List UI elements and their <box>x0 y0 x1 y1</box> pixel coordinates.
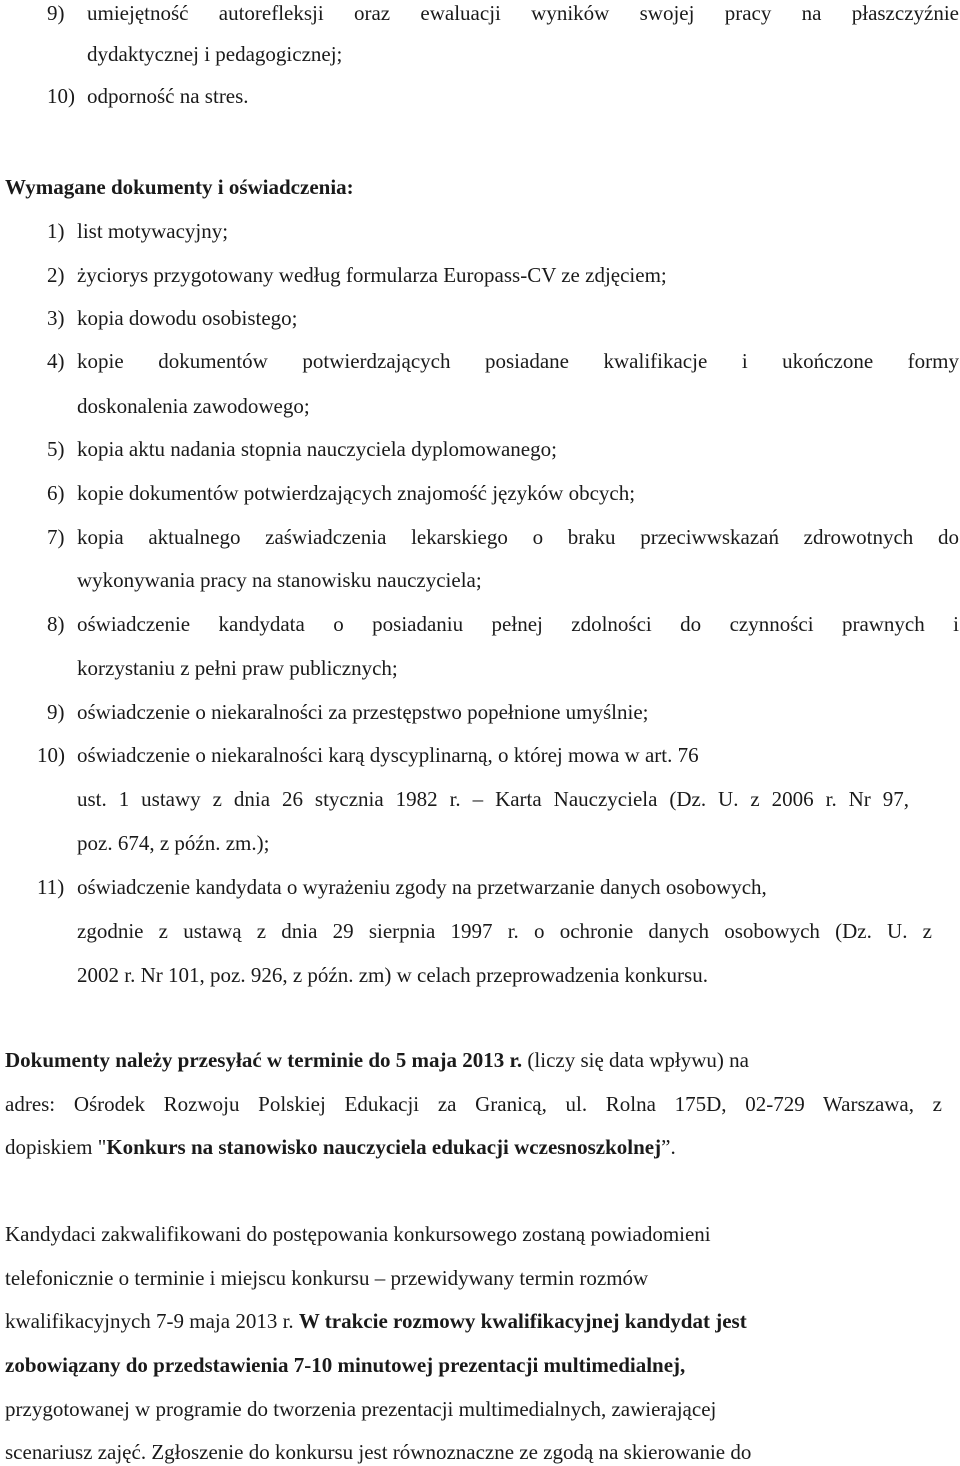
candidates-line5: przygotowanej w programie do tworzenia prezentacji multimedialnych, zawierającej <box>5 1397 717 1421</box>
doc-item-9-num: 9) <box>47 700 65 724</box>
doc-item-11-num: 11) <box>37 875 65 899</box>
submission-note: (liczy się data wpływu) na <box>522 1048 749 1072</box>
candidates-dates: kwalifikacyjnych 7-9 maja 2013 r. <box>5 1309 299 1333</box>
submission-address: adres: Ośrodek Rozwoju Polskiej Edukacji za Granicą, ul. Rolna 175D, 02-729 Warszawa, z <box>5 1092 942 1116</box>
doc-item-9-line1: oświadczenie o niekaralności za przestępstwo popełnione umyślnie; <box>77 700 649 724</box>
doc-item-8-num: 8) <box>47 612 65 636</box>
doc-item-6-num: 6) <box>47 481 65 505</box>
doc-item-2-line1: życiorys przygotowany według formularza Europass-CV ze zdjęciem; <box>77 263 667 287</box>
doc-item-5-line1: kopia aktu nadania stopnia nauczyciela dyplomowanego; <box>77 437 557 461</box>
doc-item-7-num: 7) <box>47 525 65 549</box>
doc-item-2-num: 2) <box>47 263 65 287</box>
submission-line1 <box>5 1047 749 1073</box>
doc-item-7-line1: kopia aktualnego zaświadczenia lekarskiego o braku przeciwwskazań zdrowotnych do <box>77 525 959 549</box>
submission-annotation-prefix: dopiskiem " <box>5 1135 107 1159</box>
doc-item-10-line1: oświadczenie o niekaralności karą dyscyplinarną, o której mowa w art. 76 <box>77 743 699 767</box>
doc-item-10-line2: ust. 1 ustawy z dnia 26 stycznia 1982 r. – Karta Nauczyciela (Dz. U. z 2006 r. Nr 97, <box>77 787 909 811</box>
doc-item-4-line2: doskonalenia zawodowego; <box>77 394 310 418</box>
intro-item-9-line2: dydaktycznej i pedagogicznej; <box>87 42 343 66</box>
doc-item-1-line1: list motywacyjny; <box>77 219 229 243</box>
doc-item-3-num: 3) <box>47 306 65 330</box>
submission-annotation-suffix: ”. <box>661 1135 676 1159</box>
doc-item-1-num: 1) <box>47 219 65 243</box>
doc-item-11-line3: 2002 r. Nr 101, poz. 926, z późn. zm) w celach przeprowadzenia konkursu. <box>77 963 708 987</box>
doc-item-11-line1: oświadczenie kandydata o wyrażeniu zgody na przetwarzanie danych osobowych, <box>77 875 767 899</box>
candidates-presentation-requirement: zobowiązany do przedstawienia 7-10 minutowej prezentacji multimedialnej, <box>5 1353 686 1377</box>
submission-deadline: Dokumenty należy przesyłać w terminie do 5 maja 2013 r. <box>5 1048 523 1072</box>
doc-item-8-line2: korzystaniu z pełni praw publicznych; <box>77 656 398 680</box>
doc-item-6-line1: kopie dokumentów potwierdzających znajomość języków obcych; <box>77 481 636 505</box>
submission-annotation-title: Konkurs na stanowisko nauczyciela edukacji wczesnoszkolnej <box>106 1135 662 1159</box>
doc-item-4-line1: kopie dokumentów potwierdzających posiadane kwalifikacje i ukończone formy <box>77 349 959 373</box>
intro-item-10-line1: odporność na stres. <box>87 84 249 108</box>
intro-item-10-num: 10) <box>47 84 75 108</box>
candidates-line2: telefonicznie o terminie i miejscu konkursu – przewidywany termin rozmów <box>5 1266 649 1290</box>
doc-item-4-num: 4) <box>47 349 65 373</box>
doc-item-11-line2: zgodnie z ustawą z dnia 29 sierpnia 1997 r. o ochronie danych osobowych (Dz. U. z <box>77 919 932 943</box>
candidates-line3 <box>5 1308 747 1334</box>
doc-item-5-num: 5) <box>47 437 65 461</box>
doc-item-7-line2: wykonywania pracy na stanowisku nauczyciela; <box>77 568 482 592</box>
doc-item-10-num: 10) <box>37 743 65 767</box>
doc-item-10-line3: poz. 674, z późn. zm.); <box>77 831 270 855</box>
intro-item-9-num: 9) <box>47 1 65 25</box>
documents-heading: Wymagane dokumenty i oświadczenia: <box>5 175 354 199</box>
intro-item-9-line1: umiejętność autorefleksji oraz ewaluacji wyników swojej pracy na płaszczyźnie <box>87 1 959 25</box>
candidates-interview-note: W trakcie rozmowy kwalifikacyjnej kandydat jest <box>298 1309 747 1333</box>
candidates-line1: Kandydaci zakwalifikowani do postępowania konkursowego zostaną powiadomieni <box>5 1222 711 1246</box>
doc-item-8-line1: oświadczenie kandydata o posiadaniu pełnej zdolności do czynności prawnych i <box>77 612 959 636</box>
submission-line3 <box>5 1134 676 1160</box>
candidates-line6: scenariusz zajęć. Zgłoszenie do konkursu jest równoznaczne ze zgodą na skierowanie do <box>5 1440 752 1464</box>
doc-item-3-line1: kopia dowodu osobistego; <box>77 306 298 330</box>
